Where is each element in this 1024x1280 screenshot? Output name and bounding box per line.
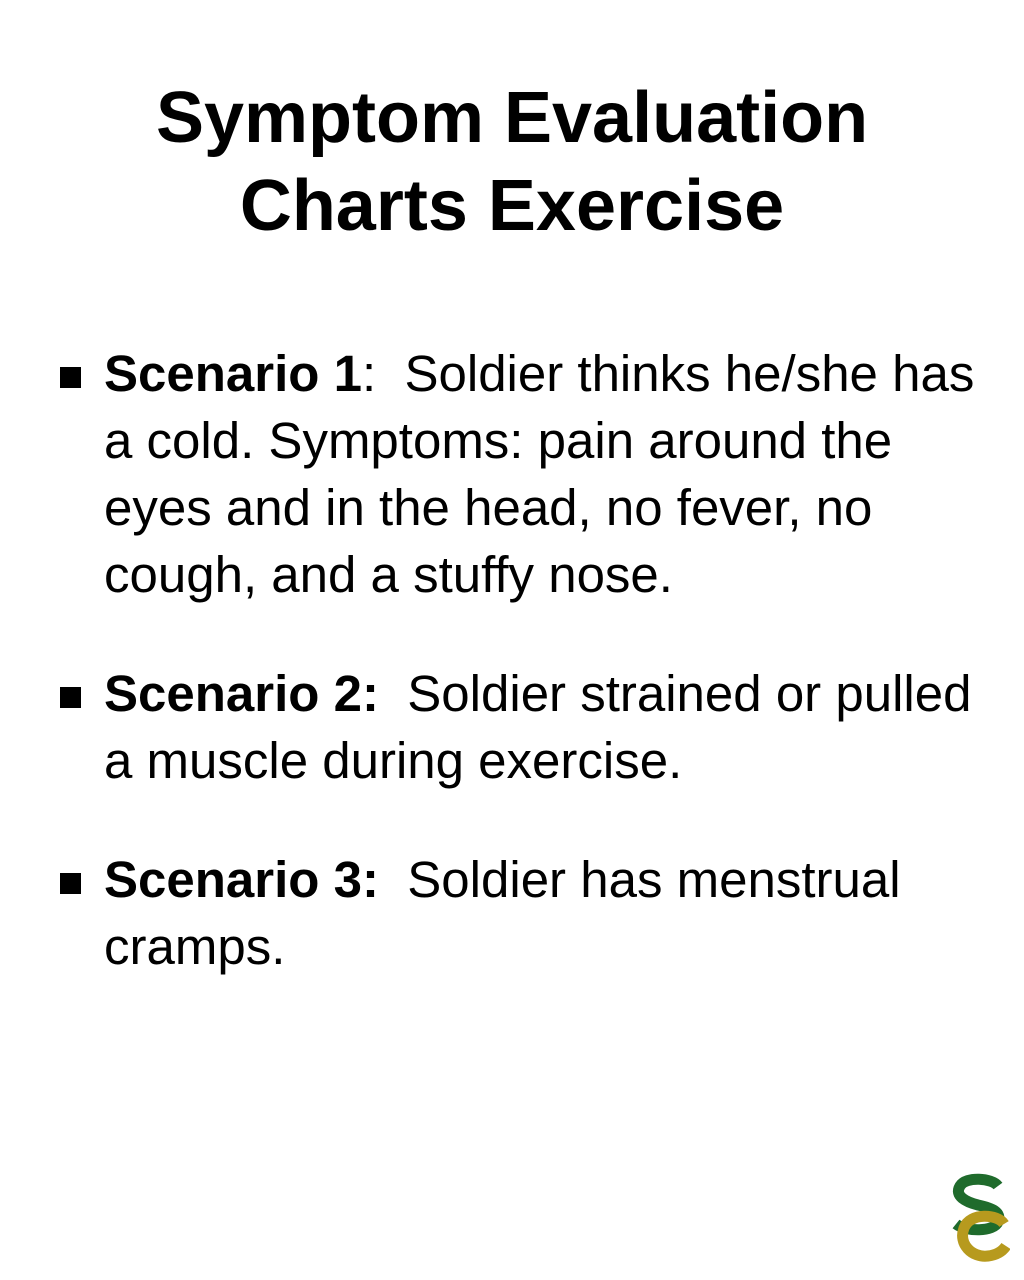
scenario-1-text: Soldier thinks he/she has a cold. Symptoms: pain around the eyes and in the head, no fever, no cough, and a stuffy nose.: [104, 345, 989, 603]
scenario-3-item: [104, 846, 984, 980]
sc-logo-icon: [948, 1172, 1010, 1262]
square-bullet-icon: [60, 367, 81, 388]
square-bullet-icon: [60, 873, 81, 894]
scenario-3-text: Soldier has menstrual cramps.: [104, 851, 915, 975]
scenario-list: [104, 340, 989, 1032]
scenario-2-label: Scenario 2:: [104, 665, 379, 722]
scenario-2-text: Soldier strained or pulled a muscle during exercise.: [104, 665, 986, 789]
title-line-1: Symptom Evaluation: [155, 78, 869, 158]
scenario-3-label: Scenario 3:: [104, 851, 379, 908]
title-line-2: Charts Exercise: [239, 166, 785, 246]
logo-c-mark: [963, 1216, 1006, 1256]
slide-title: [0, 74, 1024, 250]
scenario-1-separator: :: [361, 345, 377, 402]
scenario-2-item: [104, 660, 984, 794]
square-bullet-icon: [60, 687, 81, 708]
scenario-1-item: [104, 340, 989, 608]
scenario-1-label: Scenario 1: [104, 345, 362, 402]
